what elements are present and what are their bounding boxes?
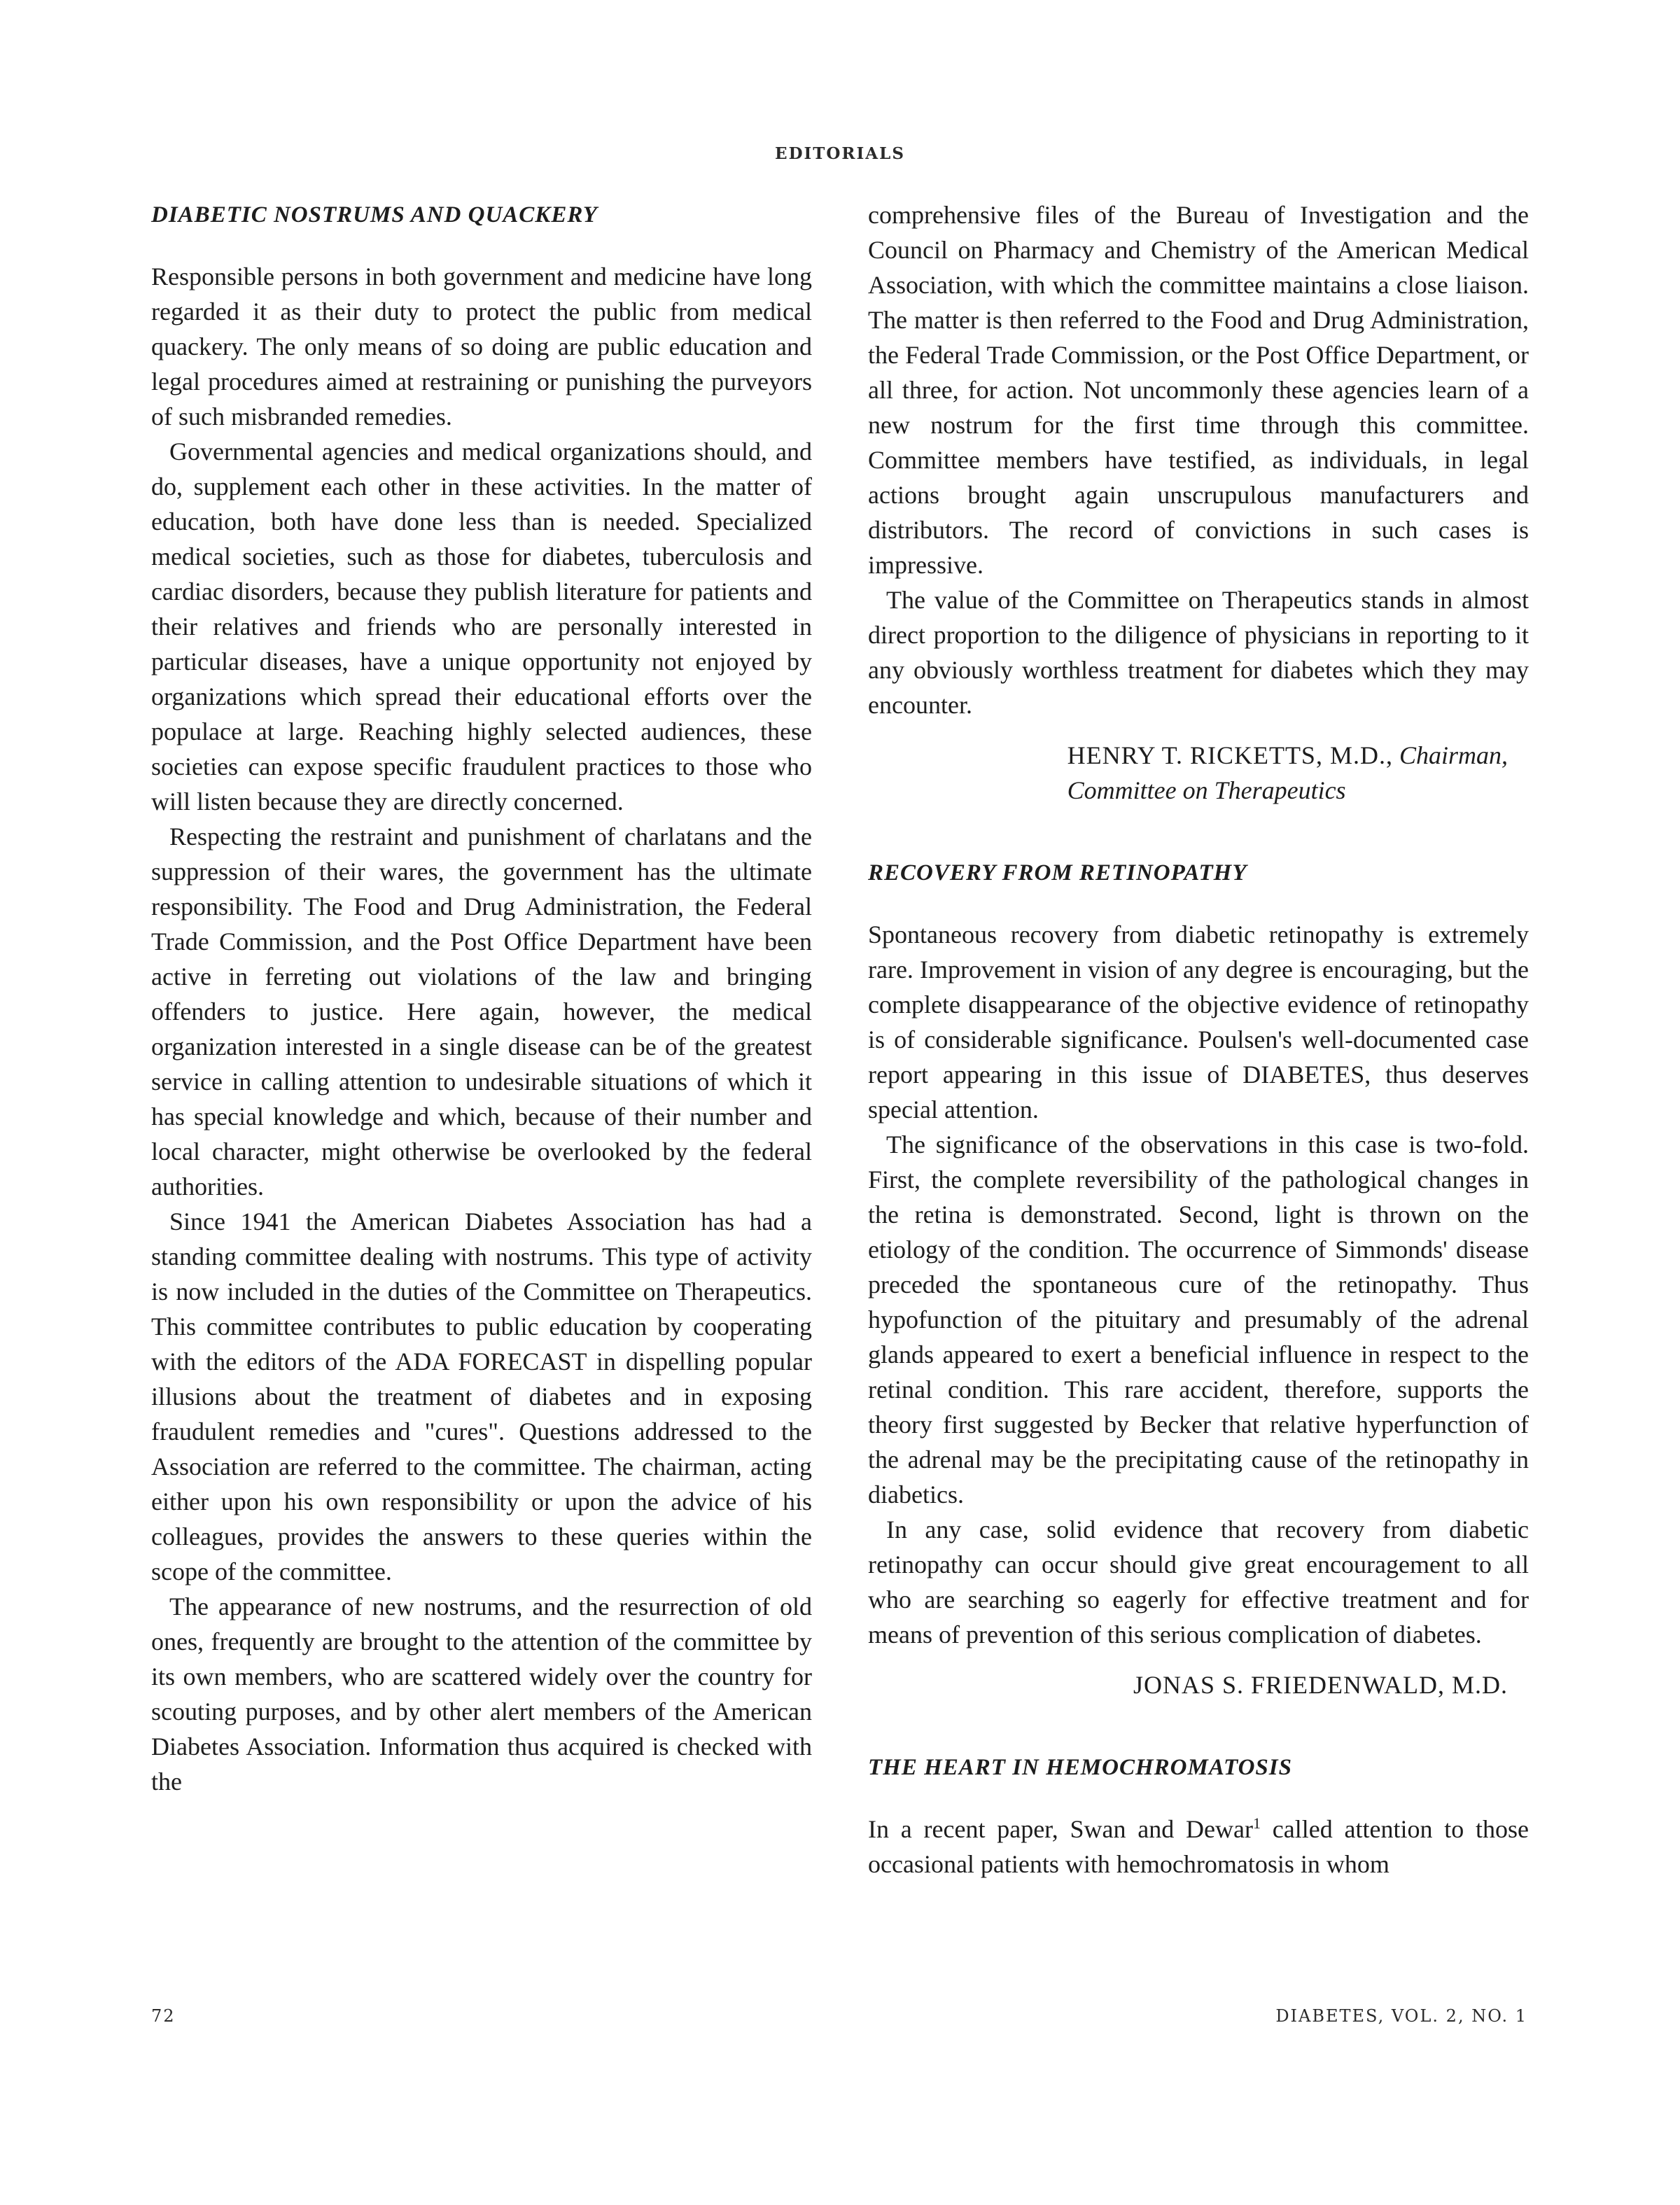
signature-committee: Committee on Therapeutics bbox=[1067, 776, 1346, 804]
right-column bbox=[868, 197, 1529, 1882]
paragraph: comprehensive files of the Bureau of Investigation and the Council on Pharmacy and Chemistry of the American Medical Association, with which the committee maintains a close liaison. The matter is then referred to the Food and Drug Administration, the Federal Trade Commission, or the Post Office Department, or all three, for action. Not uncommonly these agencies learn of a new nostrum for the first time through this committee. Committee members have testified, as individuals, in legal actions brought again unscrupulous manufacturers and distributors. The record of convictions in such cases is impressive. bbox=[868, 201, 1529, 579]
paragraph: Respecting the restraint and punishment of charlatans and the suppression of their wares, the government has the ultimate responsibility. The Food and Drug Administration, the Federal Trade Commission, and the Post Office Department have been active in ferreting out violations of the law and bringing offenders to justice. Here again, however, the medical organization interested in a single disease can be of the greatest service in calling attention to undesirable situations of which it has special knowledge and which, because of their number and local character, might otherwise be overlooked by the federal authorities. bbox=[151, 822, 812, 1200]
signature-name: JONAS S. FRIEDENWALD, M.D. bbox=[1133, 1671, 1508, 1699]
section-title-hemochromatosis: THE HEART IN HEMOCHROMATOSIS bbox=[868, 1755, 1292, 1780]
footnote-ref: 1 bbox=[1252, 1814, 1261, 1832]
paragraph-text: In a recent paper, Swan and Dewar bbox=[868, 1815, 1253, 1843]
left-column bbox=[151, 197, 812, 1799]
paragraph: Since 1941 the American Diabetes Association has had a standing committee dealing with nostrums. This type of activity is now included in the duties of the Committee on Therapeutics. This committee contributes to public education by cooperating with the editors of the ADA FORECAST in dispelling popular illusions about the treatment of diabetes and in exposing fraudulent remedies and "cures". Questions addressed to the Association are referred to the committee. The chairman, acting either upon his own responsibility or upon the advice of his colleagues, provides the answers to these queries within the scope of the committee. bbox=[151, 1208, 812, 1586]
paragraph: The value of the Committee on Therapeutics stands in almost direct proportion to the diligence of physicians in reporting to it any obviously worthless treatment for diabetes which they may encounter. bbox=[868, 586, 1529, 719]
paragraph: In any case, solid evidence that recovery from diabetic retinopathy can occur should give great encouragement to all who are searching so eagerly for effective treatment and for means of prevention of this serious complication of diabetes. bbox=[868, 1516, 1529, 1648]
paragraph-text: called attention to those occasional patients with hemochromatosis in whom bbox=[868, 1815, 1529, 1878]
signature-ricketts bbox=[868, 738, 1529, 808]
section-title-retinopathy: RECOVERY FROM RETINOPATHY bbox=[868, 860, 1247, 886]
page-number: 72 bbox=[151, 2006, 176, 2026]
paragraph: Governmental agencies and medical organizations should, and do, supplement each other in these activities. In the matter of education, both have done less than is needed. Specialized medical societies, such as those for diabetes, tuberculosis and cardiac disorders, because they publish literature for patients and their relatives and friends who are personally interested in particular diseases, have a unique opportunity not enjoyed by organizations which spread their educational efforts over the populace at large. Reaching highly selected audiences, these societies can expose specific fraudulent practices to those who will listen because they are directly concerned. bbox=[151, 438, 812, 816]
running-head: EDITORIALS bbox=[775, 144, 905, 163]
section-title-nostrums: DIABETIC NOSTRUMS AND QUACKERY bbox=[151, 202, 598, 227]
signature-name: HENRY T. RICKETTS, M.D., bbox=[1067, 741, 1393, 769]
paragraph bbox=[868, 1812, 1529, 1882]
paragraph: The significance of the observations in this case is two-fold. First, the complete reversibility of the pathological changes in the retina is demonstrated. Second, light is thrown on the etiology of the condition. The occurrence of Simmonds' disease preceded the spontaneous cure of the retinopathy. Thus hypofunction of the pituitary and presumably of the adrenal glands appeared to exert a beneficial influence in respect to the retinal condition. This rare accident, therefore, supports the theory first suggested by Becker that relative hyperfunction of the adrenal may be the precipitating cause of the retinopathy in diabetics. bbox=[868, 1130, 1529, 1508]
signature-role: Chairman, bbox=[1399, 741, 1508, 769]
journal-footer: DIABETES, VOL. 2, NO. 1 bbox=[1275, 2006, 1527, 2026]
signature-friedenwald bbox=[868, 1667, 1529, 1702]
paragraph: The appearance of new nostrums, and the resurrection of old ones, frequently are brought to the attention of the committee by its own members, who are scattered widely over the country for scouting purposes, and by other alert members of the American Diabetes Association. Information thus acquired is checked with the bbox=[151, 1592, 812, 1795]
paragraph: Responsible persons in both government and medicine have long regarded it as their duty to protect the public from medical quackery. The only means of so doing are public education and legal procedures aimed at restraining or punishing the purveyors of such misbranded remedies. bbox=[151, 262, 812, 430]
paragraph: Spontaneous recovery from diabetic retinopathy is extremely rare. Improvement in vision of any degree is encouraging, but the complete disappearance of the objective evidence of retinopathy is of considerable significance. Poulsen's well-documented case report appearing in this issue of DIABETES, thus deserves special attention. bbox=[868, 920, 1529, 1124]
